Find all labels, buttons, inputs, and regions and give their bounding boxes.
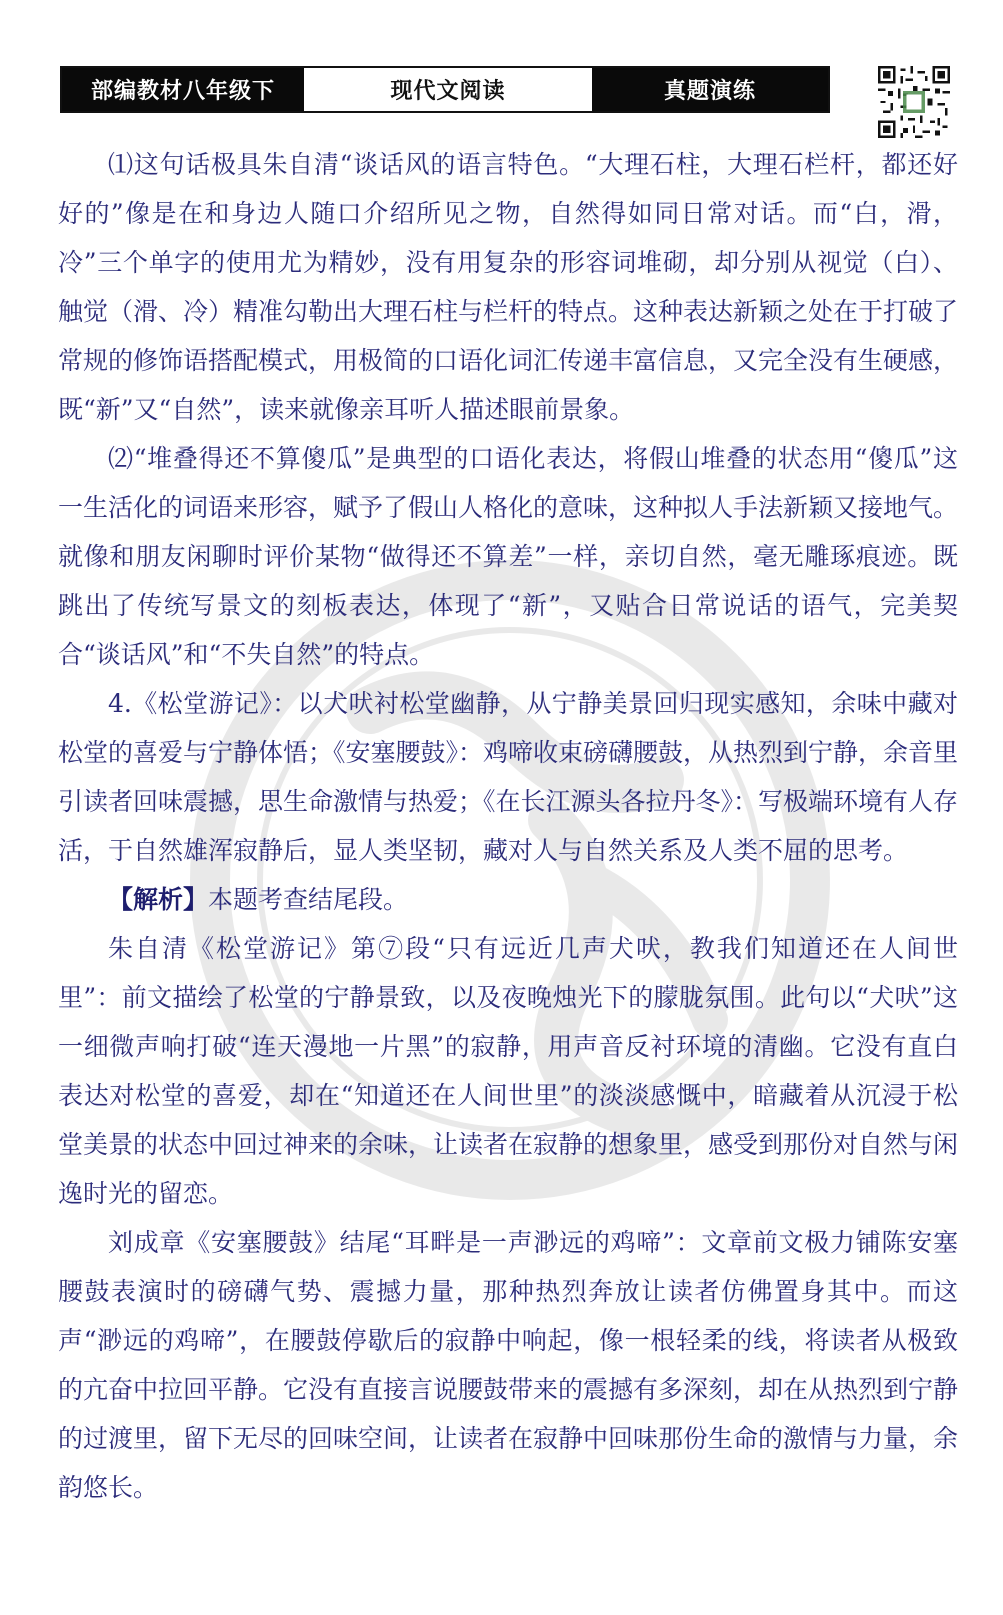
qr-code-icon bbox=[878, 66, 950, 138]
analysis-label: 【解析】 bbox=[108, 885, 209, 914]
answer-content bbox=[58, 140, 958, 1512]
analysis-paragraph: 朱自清《松堂游记》第⑦段“只有远近几声犬吠，教我们知道还在人间世里”：前文描绘了松堂的宁静景致，以及夜晚烛光下的朦胧氛围。此句以“犬吠”这一细微声响打破“连天漫地一片黑”的寂静，用声音反衬环境的清幽。它没有直白表达对松堂的喜爱，却在“知道还在人间世里”的淡淡感慨中，暗藏着从沉浸于松堂美景的状态中回过神来的余味，让读者在寂静的想象里，感受到那份对自然与闲逸时光的留恋。 bbox=[58, 934, 959, 1208]
analysis-paragraph bbox=[58, 875, 958, 924]
header-section-label: 现代文阅读 bbox=[304, 68, 592, 111]
answer-paragraph: ⑵“堆叠得还不算傻瓜”是典型的口语化表达，将假山堆叠的状态用“傻瓜”这一生活化的词语来形容，赋予了假山人格化的意味，这种拟人手法新颖又接地气。就像和朋友闲聊时评价某物“做得还不算差”一样，亲切自然，毫无雕琢痕迹。既跳出了传统写景文的刻板表达，体现了“新”，又贴合日常说话的语气，完美契合“谈话风”和“不失自然”的特点。 bbox=[58, 444, 959, 669]
header-grade-label: 部编教材八年级下 bbox=[62, 68, 304, 111]
answer-paragraph: ⑴这句话极具朱自清“谈话风的语言特色。“大理石柱，大理石栏杆，都还好好的”像是在和身边人随口介绍所见之物，自然得如同日常对话。而“白，滑，冷”三个单字的使用尤为精妙，没有用复杂的形容词堆砌，却分别从视觉（白）、触觉（滑、冷）精准勾勒出大理石柱与栏杆的特点。这种表达新颖之处在于打破了常规的修饰语搭配模式，用极简的口语化词汇传递丰富信息，又完全没有生硬感，既“新”又“自然”，读来就像亲耳听人描述眼前景象。 bbox=[58, 150, 959, 424]
analysis-paragraph: 刘成章《安塞腰鼓》结尾“耳畔是一声渺远的鸡啼”：文章前文极力铺陈安塞腰鼓表演时的磅礴气势、震撼力量，那种热烈奔放让读者仿佛置身其中。而这声“渺远的鸡啼”，在腰鼓停歇后的寂静中响起，像一根轻柔的线，将读者从极致的亢奋中拉回平静。它没有直接言说腰鼓带来的震撼有多深刻，却在从热烈到宁静的过渡里，留下无尽的回味空间，让读者在寂静中回味那份生命的激情与力量，余韵悠长。 bbox=[58, 1228, 959, 1502]
answer-paragraph: 4.《松堂游记》：以犬吠衬松堂幽静，从宁静美景回归现实感知，余味中藏对松堂的喜爱与宁静体悟；《安塞腰鼓》：鸡啼收束磅礴腰鼓，从热烈到宁静，余音里引读者回味震撼，思生命激情与热爱；《在长江源头各拉丹冬》：写极端环境有人存活，于自然雄浑寂静后，显人类坚韧，藏对人与自然关系及人类不屈的思考。 bbox=[58, 689, 959, 865]
header-bar bbox=[60, 66, 830, 113]
header-practice-label: 真题演练 bbox=[592, 68, 828, 111]
analysis-text: 本题考查结尾段。 bbox=[208, 885, 409, 914]
